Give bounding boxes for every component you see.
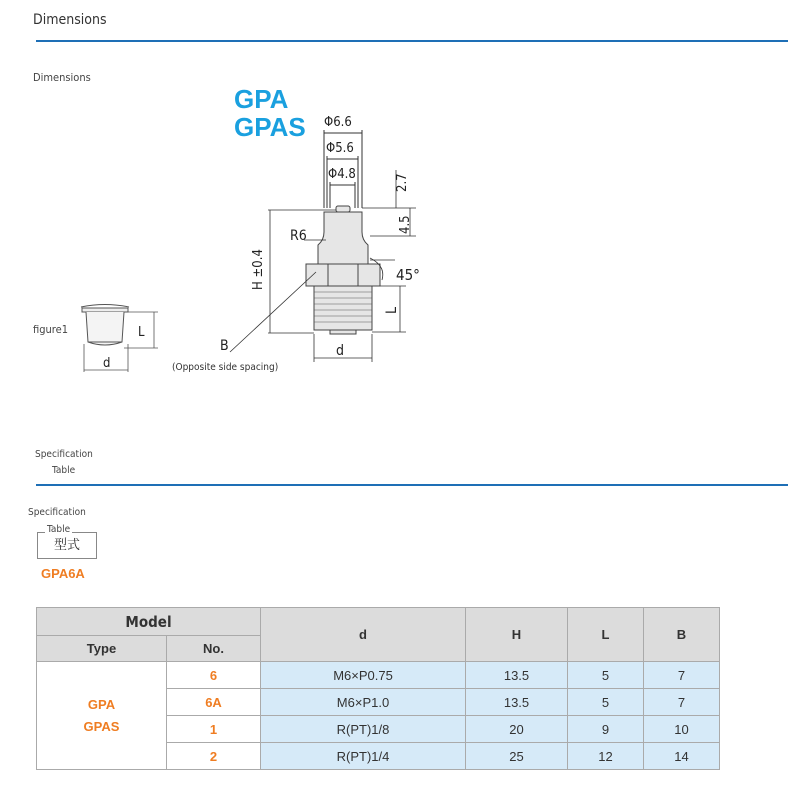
product-name-gpas: GPAS [234,112,306,142]
thread-d-label: d [336,343,344,359]
spec-header-line1: Specification [35,449,93,460]
b-cell: 10 [644,716,720,743]
spec-table [36,607,720,770]
dim-2-7-label: 2.7 [395,173,410,192]
table-row [37,662,720,689]
hex-b-label: B [220,338,229,354]
spec-header-line2: Table [52,465,76,476]
b-cell: 14 [644,743,720,770]
col-header-d: d [261,608,466,662]
h-cell: 20 [466,716,568,743]
col-header-l: L [568,608,644,662]
length-label: L [384,306,400,314]
d-cell: M6×P1.0 [261,689,466,716]
col-header-b: B [644,608,720,662]
header-divider [36,40,788,42]
hex-note: (Opposite side spacing) [172,362,279,373]
dimensions-label: Dimensions [33,71,91,84]
l-cell: 5 [568,689,644,716]
l-cell: 9 [568,716,644,743]
b-cell: 7 [644,662,720,689]
h-cell: 13.5 [466,662,568,689]
spec-divider [36,484,788,486]
model-header: Model [37,608,261,636]
dia-4-8-label: Φ4.8 [328,167,356,182]
type-gpas: GPAS [83,718,120,734]
radius-label: R6 [290,228,307,244]
model-code: GPA6A [41,566,85,581]
page-title: Dimensions [33,12,107,28]
product-name-gpa: GPA [234,84,289,114]
no-cell: 1 [167,716,261,743]
figure-label: figure1 [33,323,69,336]
height-label: H ±0.4 [251,249,266,290]
d-cell: R(PT)1/4 [261,743,466,770]
no-header: No. [167,636,261,662]
h-cell: 25 [466,743,568,770]
type-header: Type [37,636,167,662]
figure1-drawing [78,300,168,380]
b-cell: 7 [644,689,720,716]
no-cell: 2 [167,743,261,770]
grease-nipple-drawing [210,100,460,390]
l-cell: 5 [568,662,644,689]
d-cell: M6×P0.75 [261,662,466,689]
model-type-badge: 型式 [37,532,97,559]
type-cell [37,662,167,770]
spec-caption-line1: Specification [28,507,86,518]
col-header-h: H [466,608,568,662]
dia-6-6-label: Φ6.6 [324,115,352,130]
l-cell: 12 [568,743,644,770]
h-cell: 13.5 [466,689,568,716]
dim-4-5-label: 4.5 [398,215,413,234]
dia-5-6-label: Φ5.6 [326,141,354,156]
fig1-l-label: L [138,325,145,340]
no-cell: 6 [167,662,261,689]
d-cell: R(PT)1/8 [261,716,466,743]
angle-label: 45° [396,266,420,284]
fig1-d-label: d [103,356,111,371]
no-cell: 6A [167,689,261,716]
spec-caption-line2: Table [47,524,71,535]
type-gpa: GPA [87,696,116,712]
